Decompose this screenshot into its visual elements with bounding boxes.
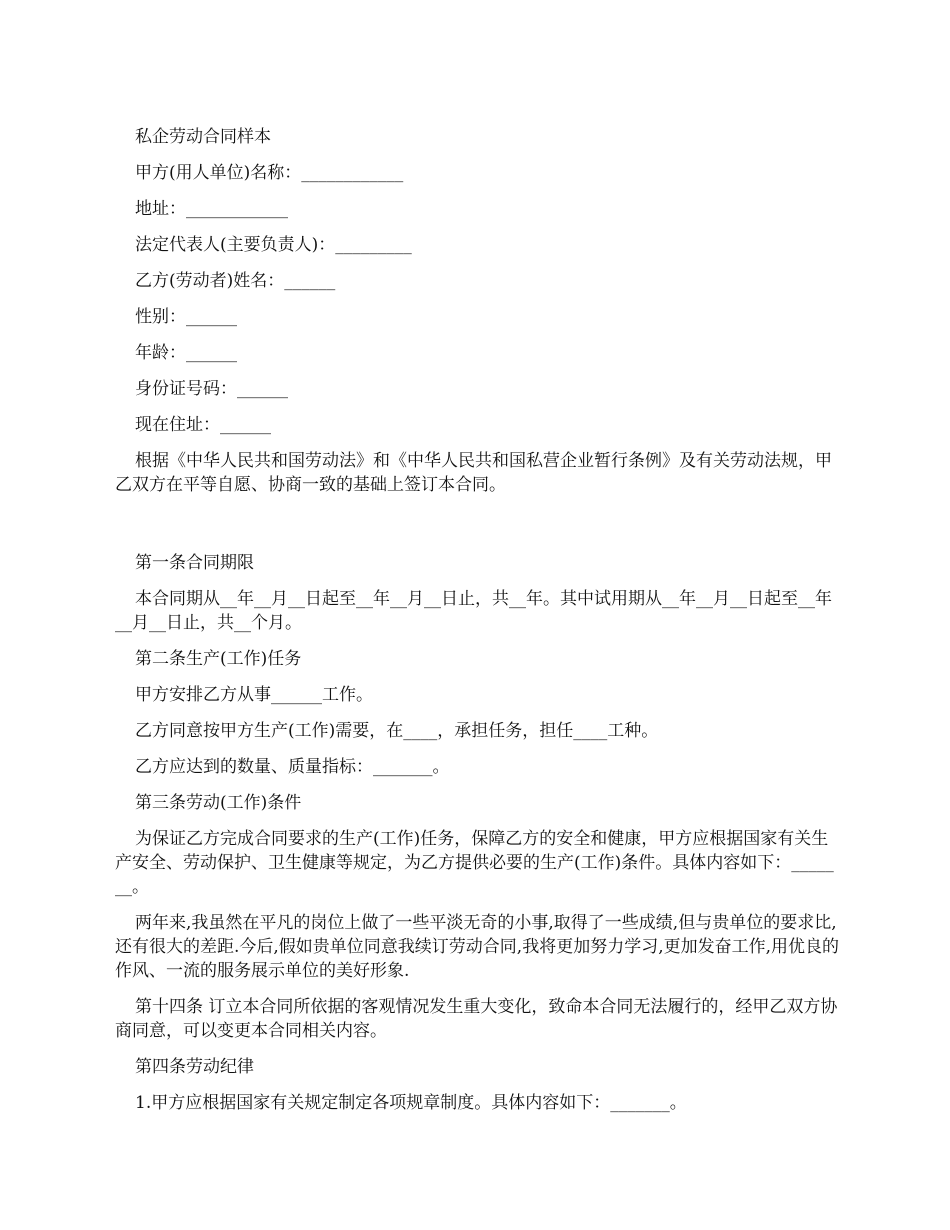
party-a-name-field: 甲方(用人单位)名称：____________ bbox=[135, 163, 404, 183]
inserted-paragraph: 两年来,我虽然在平凡的岗位上做了一些平淡无奇的小事,取得了一些成绩,但与贵单位的要求比,还有很大的差距.今后,假如贵单位同意我续订劳动合同,我将更加努力学习,更加发奋工作,用优良的作风、一流的服务展示单位的美好形象. bbox=[115, 913, 840, 981]
article-1-paragraph: 本合同期从__年__月__日起至__年__月__日止，共__年。其中试用期从__年__月__日起至__年__月__日止，共__个月。 bbox=[115, 589, 832, 633]
article-2-paragraph-2: 乙方同意按甲方生产(工作)需要，在____，承担任务，担任____工种。 bbox=[135, 721, 659, 741]
party-b-name-field: 乙方(劳动者)姓名：______ bbox=[135, 271, 336, 291]
article-4-heading: 第四条劳动纪律 bbox=[135, 1057, 254, 1077]
article-4-paragraph-1: 1.甲方应根据国家有关规定制定各项规章制度。具体内容如下：_______。 bbox=[135, 1093, 687, 1113]
residence-field: 现在住址：______ bbox=[135, 415, 271, 435]
article-3-paragraph-1: 为保证乙方完成合同要求的生产(工作)任务，保障乙方的安全和健康，甲方应根据国家有关生产安全、劳动保护、卫生健康等规定，为乙方提供必要的生产(工作)条件。具体内容如下：_______。 bbox=[115, 829, 834, 897]
article-2-paragraph-3: 乙方应达到的数量、质量指标：_______。 bbox=[135, 757, 450, 777]
legal-representative-field: 法定代表人(主要负责人)：_________ bbox=[135, 235, 412, 255]
preamble-paragraph: 根据《中华人民共和国劳动法》和《中华人民共和国私营企业暂行条例》及有关劳动法规，甲乙双方在平等自愿、协商一致的基础上签订本合同。 bbox=[115, 451, 832, 495]
address-field: 地址：____________ bbox=[135, 199, 288, 219]
gender-field: 性别：______ bbox=[135, 307, 237, 327]
age-field: 年龄：______ bbox=[135, 343, 237, 363]
article-2-paragraph-1: 甲方安排乙方从事______工作。 bbox=[135, 685, 373, 705]
id-number-field: 身份证号码：______ bbox=[135, 379, 288, 399]
article-14-paragraph: 第十四条 订立本合同所依据的客观情况发生重大变化，致命本合同无法履行的，经甲乙双方协商同意，可以变更本合同相关内容。 bbox=[115, 997, 838, 1041]
article-3-heading: 第三条劳动(工作)条件 bbox=[135, 793, 302, 813]
document-title: 私企劳动合同样本 bbox=[135, 127, 271, 147]
document-body bbox=[115, 125, 840, 1115]
article-2-heading: 第二条生产(工作)任务 bbox=[135, 649, 302, 669]
article-1-heading: 第一条合同期限 bbox=[135, 553, 254, 573]
